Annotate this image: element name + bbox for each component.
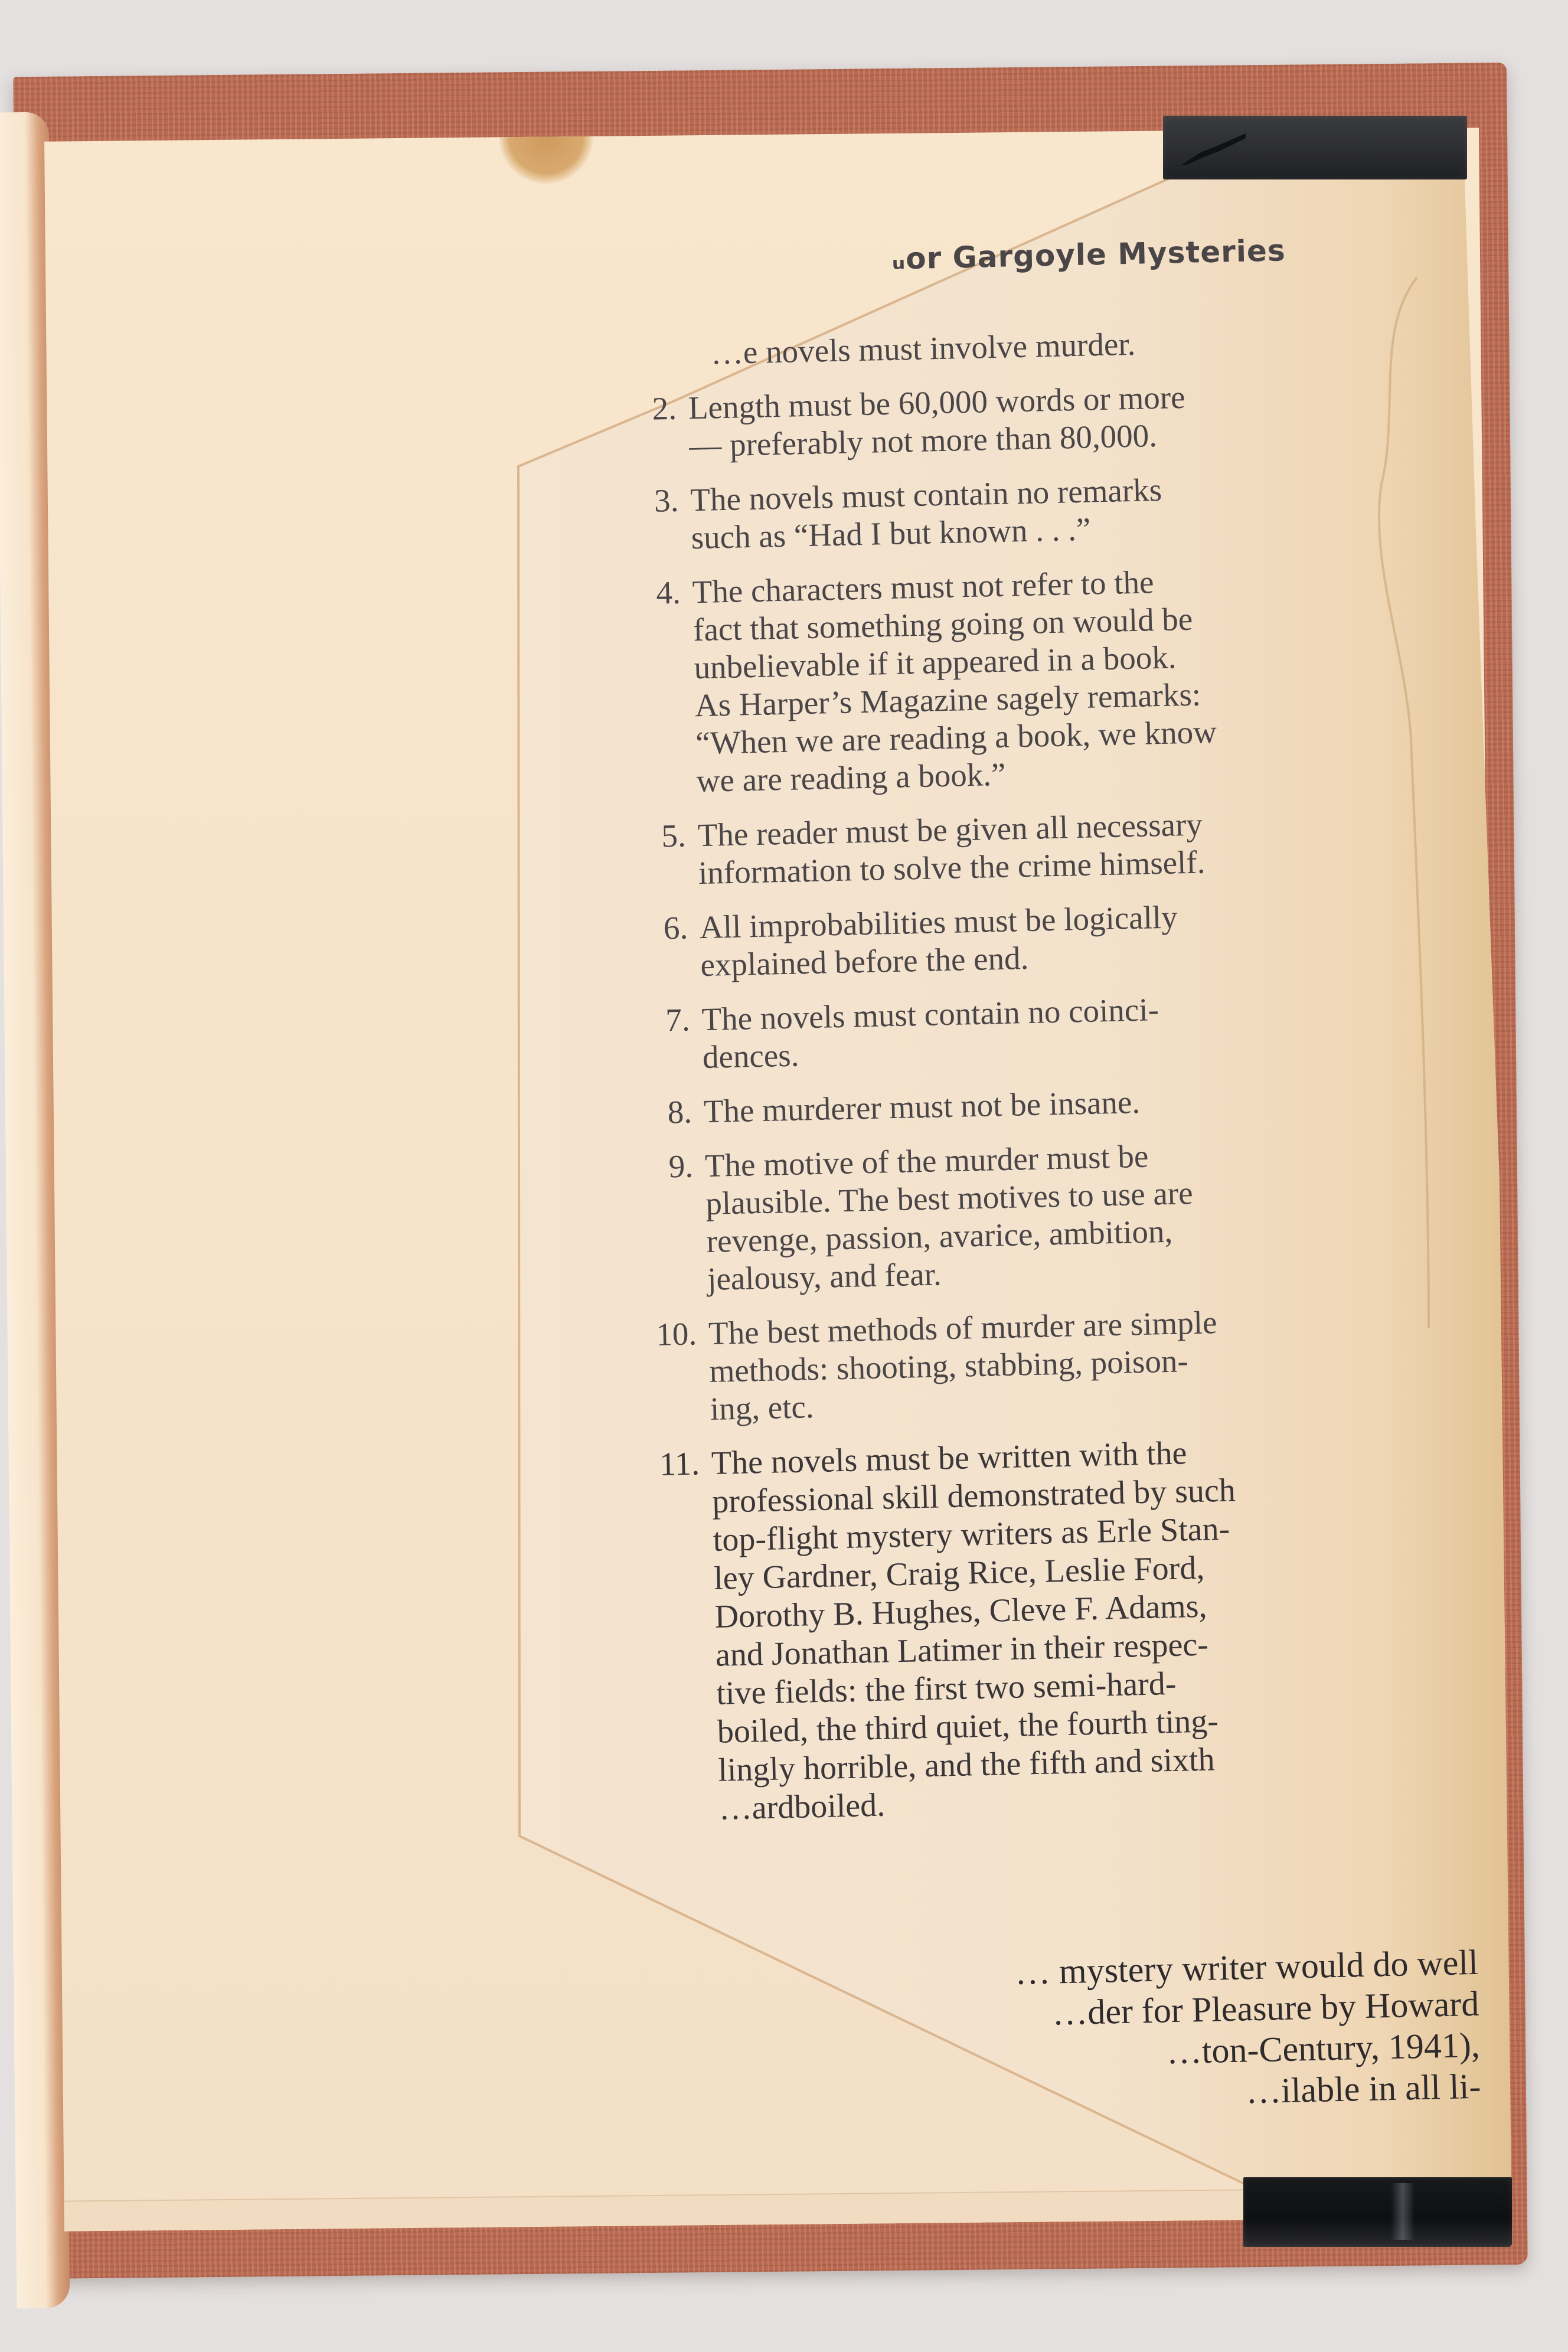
rule-line: The motive of the murder must be [704, 1138, 1149, 1184]
rule-line: …e novels must involve murder. [710, 325, 1136, 371]
black-tape-bottom-corner [1243, 2177, 1512, 2247]
rule-line: tive fields: the first two semi-hard- [716, 1665, 1177, 1712]
rule-line: information to solve the crime himself. [698, 844, 1206, 891]
rule-line: “When we are reading a book, we know [695, 713, 1217, 762]
rule-number: 9. [668, 1148, 694, 1185]
glue-stain [499, 136, 594, 185]
tape-shine [1391, 2183, 1415, 2240]
rule-number: 4. [655, 574, 681, 611]
rule-line: professional skill demonstrated by such [711, 1472, 1236, 1520]
rule-number: 5. [661, 817, 687, 854]
rule-line: lingly horrible, and the fifth and sixth [717, 1741, 1216, 1789]
rule-line: Dorothy B. Hughes, Cleve F. Adams, [714, 1587, 1208, 1635]
rule-line: dences. [702, 1037, 799, 1076]
rule-line: we are reading a book.” [696, 756, 1007, 799]
footnote-line: …der for Pleasure by Howard [1051, 1984, 1479, 2033]
rule-line: The murderer must not be insane. [703, 1083, 1141, 1130]
footnote-line: …ton-Century, 1941), [1166, 2025, 1481, 2072]
rule-number: 7. [665, 1001, 691, 1038]
rule-line: The characters must not refer to the [692, 564, 1155, 610]
rule-number: 6. [663, 909, 688, 946]
rule-line: explained before the end. [700, 939, 1029, 984]
rule-line: unbelievable if it appeared in a book. [693, 639, 1177, 686]
tape-crack [1181, 133, 1246, 165]
rule-line: fact that something going on would be [692, 600, 1193, 648]
black-tape-top-corner [1163, 116, 1467, 179]
rule-line: The novels must contain no remarks [690, 471, 1162, 518]
rule-line: such as “Had I but known . . .” [691, 511, 1091, 556]
rule-line: methods: shooting, stabbing, poison- [708, 1342, 1189, 1389]
flap-heading: ᵤor Gargoyle Mysteries [891, 233, 1286, 276]
rule-line: …ardboiled. [718, 1786, 886, 1827]
rule-line: ing, etc. [710, 1389, 815, 1427]
rule-line: Length must be 60,000 words or more [688, 378, 1186, 426]
rule-line: and Jonathan Latimer in their respec- [715, 1626, 1209, 1674]
rule-line: The novels must be written with the [711, 1435, 1188, 1482]
rule-line: top-flight mystery writers as Erle Stan- [713, 1510, 1230, 1559]
rule-line: jealousy, and fear. [707, 1256, 942, 1297]
rule-number: 2. [652, 390, 677, 427]
rule-line: The novels must contain no coinci- [701, 991, 1159, 1038]
rule-number: 11. [659, 1445, 700, 1483]
rule-line: boiled, the third quiet, the fourth ting- [717, 1703, 1219, 1750]
rule-line: ley Gardner, Craig Rice, Leslie Ford, [713, 1549, 1205, 1597]
rule-number: 8. [667, 1093, 692, 1131]
rule-line: revenge, passion, avarice, ambition, [706, 1213, 1173, 1259]
rule-line: The best methods of murder are simple [708, 1304, 1218, 1351]
footnote-line: … mystery writer would do well [1014, 1942, 1479, 1992]
rule-line: The reader must be given all necessary [697, 806, 1203, 854]
rule-line: plausible. The best motives to use are [705, 1174, 1194, 1221]
footnote-line: …ilable in all li- [1245, 2066, 1481, 2111]
rule-line: As Harper’s Magazine sagely remarks: [694, 676, 1201, 724]
rule-number: 10. [655, 1315, 697, 1353]
rule-number: 3. [654, 482, 680, 519]
rule-line: All improbabilities must be logically [699, 899, 1178, 946]
rule-line: — preferably not more than 80,000. [688, 417, 1158, 464]
